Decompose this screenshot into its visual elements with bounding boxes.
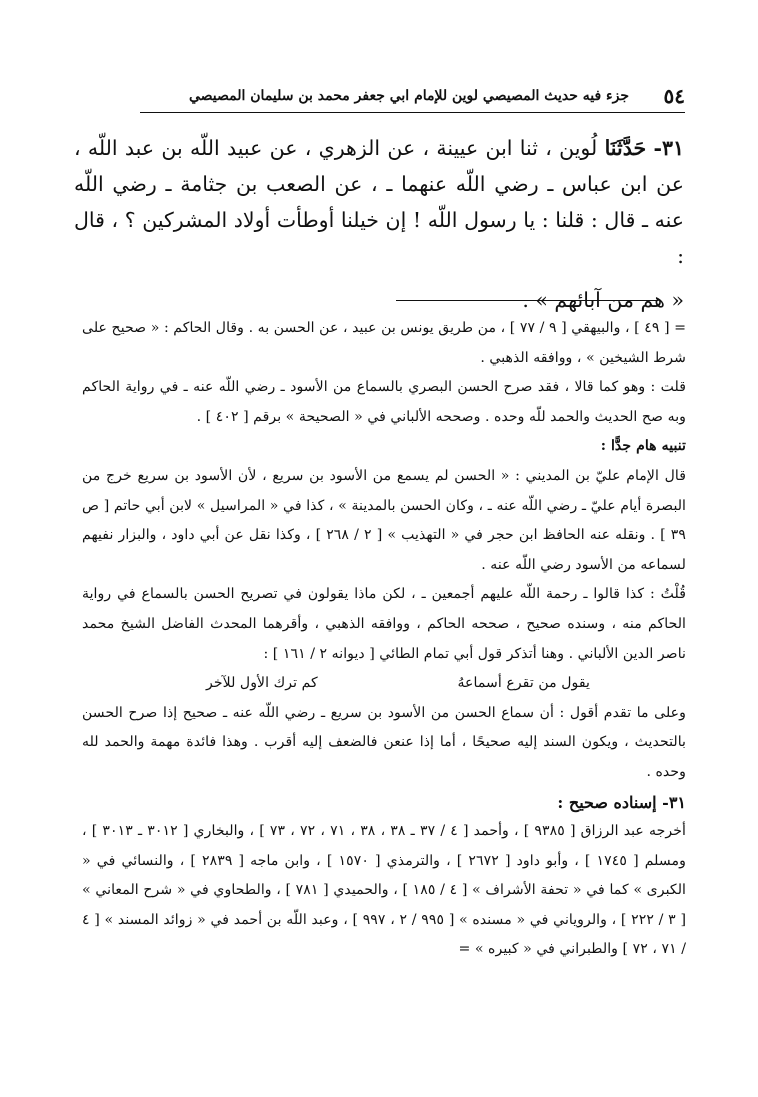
running-title: جزء فيه حديث المصيصي لوين للإمام ابي جعفر محمد بن سليمان المصيصي — [188, 88, 629, 104]
hadith-isnad: لُوين ، ثنا ابن عيينة ، عن الزهري ، عن عبيد اللّه بن عبد اللّه ، عن ابن عباس ـ رضي اللّه عنهما ـ ، عن الصعب بن جثامة ـ رضي اللّه عنه ـ قال : قلنا : يا رسول اللّه ! إن خيلنا أوطأت أولاد المشركين ؟ ، قال : — [74, 136, 684, 268]
note-paragraph: = [ ٤٩ ] ، والبيهقي [ ٩ / ٧٧ ] ، من طريق يونس بن عبيد ، عن الحسن به . وقال الحاكم : « صحيح على شرط الشيخين » ، ووافقه الذهبي . — [82, 320, 686, 366]
note-paragraph: وعلى ما تقدم أقول : أن سماع الحسن من الأسود بن سريع ـ رضي اللّه عنه ـ صحيح إذا صرح الحسن بالتحديث ، ويكون السند إليه صحيحًا ، أما إذا عنعن فالضعف إليه أقرب . وهذا فائدة مهمة والحمد لله وحده . — [82, 704, 686, 780]
note-paragraph: قُلْتُ : كذا قالوا ـ رحمة اللّه عليهم أجمعين ـ ، لكن ماذا يقولون في تصريح الحسن بالسماع في رواية الحاكم منه ، وسنده صحيح ، صححه الحاكم ، ووافقه الذهبي ، وأقرهما المحدث الفاضل الشيخ محمد ناصر الدين الألباني . وهنا أتذكر قول أبي تمام الطائي [ ديوانه ٢ / ١٦١ ] : — [82, 586, 686, 662]
verse-first-hemistich: يقول من تقرع أسماعهُ — [457, 675, 590, 692]
hadith-lead: حَدَّثَنَا — [604, 136, 647, 160]
hadith-block — [74, 130, 684, 318]
page-header — [140, 84, 685, 113]
note-paragraph: قلت : وهو كما قالا ، فقد صرح الحسن البصري بالسماع من الأسود ـ رضي اللّه عنه ـ في رواية الحاكم وبه صح الحديث والحمد للّه وحده . وصححه الألباني في « الصحيحة » برقم [ ٤٠٢ ] . — [82, 379, 686, 425]
footnotes — [82, 314, 686, 965]
page-number: ٥٤ — [663, 84, 685, 108]
hadith-text — [74, 130, 684, 274]
verse-second-hemistich: كم ترك الأول للآخر — [206, 675, 318, 692]
poetry-verse — [82, 669, 686, 699]
footnote-divider — [396, 300, 658, 301]
section-heading: ٣١- إسناده صحيح : — [557, 792, 686, 812]
hadith-number: ٣١- — [653, 136, 684, 160]
note-heading: تنبيه هام جدًّا : — [600, 438, 686, 455]
hadith-matn: « هم من آبائهم » . — [522, 288, 684, 312]
note-paragraph: أخرجه عبد الرزاق [ ٩٣٨٥ ] ، وأحمد [ ٤ / ٣٧ ـ ٣٨ ، ٣٨ ، ٧١ ، ٧٢ ، ٧٣ ] ، والبخاري [ ٣٠١٢ ـ ٣٠١٣ ] ، ومسلم [ ١٧٤٥ ] ، وأبو داود [ ٢٦٧٢ ] ، والترمذي [ ١٥٧٠ ] ، وابن ماجه [ ٢٨٣٩ ] ، والنسائي في « الكبرى » كما في « تحفة الأشراف » [ ٤ / ١٨٥ ] ، والحميدي [ ٧٨١ ] ، والطحاوي في « شرح المعاني » [ ٣ / ٢٢٢ ] ، والروياني في « مسنده » [ ٩٩٥ / ٢ ، ٩٩٧ ] ، وعبد اللّه بن أحمد في « زوائد المسند » [ ٤ / ٧١ ، ٧٢ ] والطبراني في « كبيره » = — [82, 823, 686, 958]
note-paragraph: قال الإمام عليّ بن المديني : « الحسن لم يسمع من الأسود بن سريع ، لأن الأسود بن سريع خرج من البصرة أيام عليّ ـ رضي اللّه عنه ـ ، وكان الحسن بالمدينة » ، كذا في « المراسيل » لابن أبي حاتم [ ص ٣٩ ] . ونقله عنه الحافظ ابن حجر في « التهذيب » [ ٢ / ٢٦٨ ] ، وكذا نقل عن أبي داود ، والبزار نفيهم لسماعه من الأسود رضي اللّه عنه . — [82, 467, 686, 573]
